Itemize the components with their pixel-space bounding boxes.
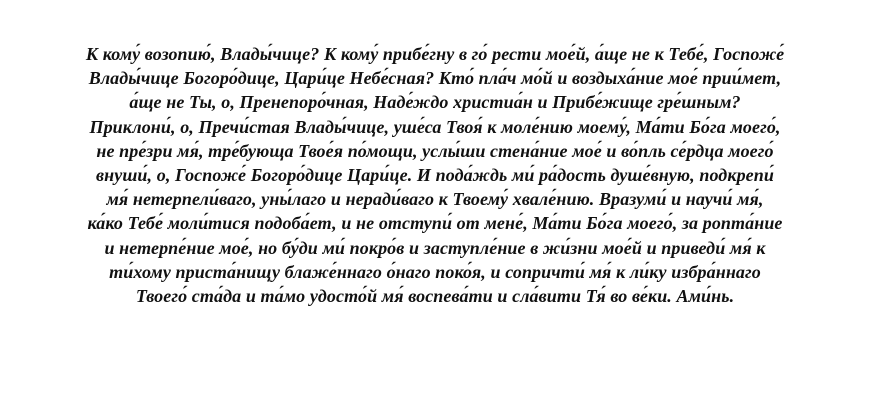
prayer-line: а́ще не Ты, о, Пренепоро́чная, Наде́ждо христиа́н и Прибе́жище гре́шным? <box>129 92 741 113</box>
prayer-line: Влады́чице Богоро́дице, Цари́це Небе́сная? Кто́ пла́ч мо́й и воздыха́ние мое́ прии́мет, <box>88 68 782 89</box>
prayer-line: мя́ нетерпели́ваго, уны́лаго и неради́ваго к Твоему́ хвале́нию. Вразуми́ и научи́ мя́, <box>106 189 764 210</box>
prayer-line: ти́хому приста́нищу блаже́ннаго о́наго поко́я, и сопричти́ мя́ к ли́ку избра́ннаго <box>109 261 761 282</box>
prayer-line: ка́ко Тебе́ моли́тися подоба́ет, и не отступи́ от мене́, Ма́ти Бо́га моего́, за ропта́ние <box>87 213 783 234</box>
prayer-text <box>20 42 850 308</box>
prayer-line: и нетерпе́ние мое́, но бу́ди ми́ покро́в и заступле́ние в жи́зни мое́й и приведи́ мя́ к <box>104 237 766 258</box>
prayer-line: К кому́ возопию́, Влады́чице? К кому́ прибе́гну в го́ рести мое́й, а́ще не к Тебе́, Госпоже́ <box>85 44 785 64</box>
prayer-line: Твоего́ ста́да и та́мо удосто́й мя́ воспева́ти и сла́вити Тя́ во ве́ки. Ами́нь. <box>135 286 735 307</box>
prayer-line: Приклони́, о, Пречи́стая Влады́чице, уше́са Твоя́ к моле́нию моему́, Ма́ти Бо́га моего́, <box>89 116 781 137</box>
prayer-line: не пре́зри мя́, тре́бующа Твое́я по́мощи, услы́ши стена́ние мое́ и во́пль се́рдца моего́ <box>96 140 774 161</box>
prayer-line: внуши́, о, Госпоже́ Богоро́дице Цари́це. И пода́ждь ми́ ра́дость душе́вную, подкрепи́ <box>96 165 774 186</box>
